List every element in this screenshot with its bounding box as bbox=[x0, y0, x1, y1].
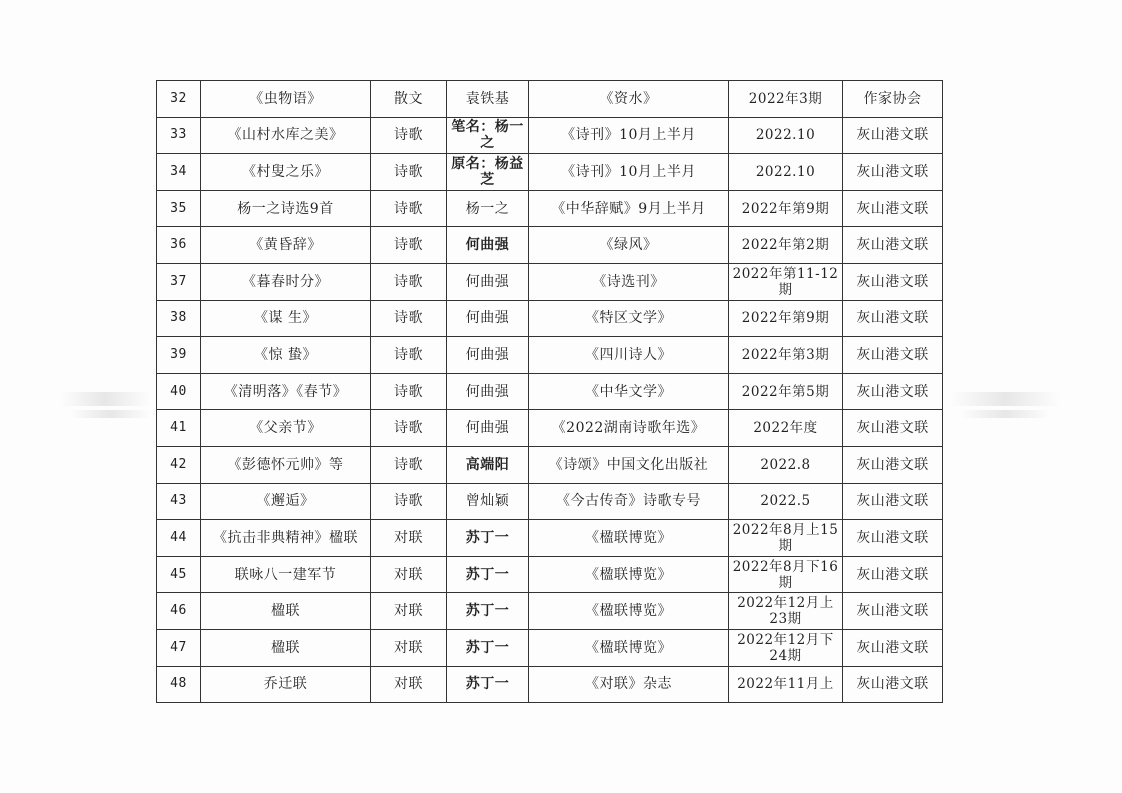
publication-cell: 《楹联博览》 bbox=[529, 629, 729, 666]
work-title-cell: 《惊 蛰》 bbox=[201, 337, 371, 374]
organization-cell: 灰山港文联 bbox=[843, 337, 943, 374]
publish-date-cell: 2022年度 bbox=[729, 410, 843, 447]
organization-cell: 灰山港文联 bbox=[843, 263, 943, 300]
row-number-cell: 47 bbox=[157, 629, 201, 666]
work-title-cell: 《邂逅》 bbox=[201, 483, 371, 520]
row-number-cell: 32 bbox=[157, 81, 201, 118]
work-title-cell: 《谋 生》 bbox=[201, 300, 371, 337]
row-number-cell: 46 bbox=[157, 593, 201, 630]
row-number-cell: 35 bbox=[157, 190, 201, 227]
table-row bbox=[157, 300, 943, 337]
row-number-cell: 34 bbox=[157, 154, 201, 191]
author-cell: 何曲强 bbox=[447, 410, 529, 447]
work-title-cell: 《村叟之乐》 bbox=[201, 154, 371, 191]
table-row bbox=[157, 154, 943, 191]
publication-cell: 《中华文学》 bbox=[529, 373, 729, 410]
work-title-cell: 《暮春时分》 bbox=[201, 263, 371, 300]
genre-cell: 对联 bbox=[371, 666, 447, 703]
genre-cell: 对联 bbox=[371, 556, 447, 593]
publish-date-cell: 2022.5 bbox=[729, 483, 843, 520]
table-row bbox=[157, 373, 943, 410]
table-row bbox=[157, 593, 943, 630]
genre-cell: 诗歌 bbox=[371, 483, 447, 520]
genre-cell: 对联 bbox=[371, 520, 447, 557]
genre-cell: 诗歌 bbox=[371, 227, 447, 264]
row-number-cell: 33 bbox=[157, 117, 201, 154]
publish-date-cell: 2022年12月上23期 bbox=[729, 593, 843, 630]
genre-cell: 诗歌 bbox=[371, 117, 447, 154]
genre-cell: 诗歌 bbox=[371, 154, 447, 191]
genre-cell: 诗歌 bbox=[371, 300, 447, 337]
work-title-cell: 《虫物语》 bbox=[201, 81, 371, 118]
organization-cell: 灰山港文联 bbox=[843, 446, 943, 483]
author-cell: 杨一之 bbox=[447, 190, 529, 227]
publication-cell: 《楹联博览》 bbox=[529, 556, 729, 593]
scan-artifact-right bbox=[950, 392, 1060, 406]
work-title-cell: 《彭德怀元帅》等 bbox=[201, 446, 371, 483]
author-cell: 何曲强 bbox=[447, 300, 529, 337]
row-number-cell: 42 bbox=[157, 446, 201, 483]
work-title-cell: 《父亲节》 bbox=[201, 410, 371, 447]
author-cell: 苏丁一 bbox=[447, 556, 529, 593]
row-number-cell: 36 bbox=[157, 227, 201, 264]
author-cell: 苏丁一 bbox=[447, 629, 529, 666]
publish-date-cell: 2022年第11-12期 bbox=[729, 263, 843, 300]
publication-cell: 《楹联博览》 bbox=[529, 593, 729, 630]
publication-cell: 《绿风》 bbox=[529, 227, 729, 264]
organization-cell: 灰山港文联 bbox=[843, 190, 943, 227]
author-cell: 何曲强 bbox=[447, 263, 529, 300]
publish-date-cell: 2022年第2期 bbox=[729, 227, 843, 264]
publication-cell: 《诗选刊》 bbox=[529, 263, 729, 300]
table-row bbox=[157, 410, 943, 447]
work-title-cell: 联咏八一建军节 bbox=[201, 556, 371, 593]
table-row bbox=[157, 556, 943, 593]
work-title-cell: 《黄昏辞》 bbox=[201, 227, 371, 264]
publish-date-cell: 2022.8 bbox=[729, 446, 843, 483]
scan-artifact-left bbox=[60, 392, 150, 406]
organization-cell: 灰山港文联 bbox=[843, 373, 943, 410]
publish-date-cell: 2022年第5期 bbox=[729, 373, 843, 410]
publish-date-cell: 2022年3期 bbox=[729, 81, 843, 118]
author-cell: 原名：杨益芝 bbox=[447, 154, 529, 191]
publication-cell: 《特区文学》 bbox=[529, 300, 729, 337]
genre-cell: 诗歌 bbox=[371, 190, 447, 227]
organization-cell: 灰山港文联 bbox=[843, 154, 943, 191]
author-cell: 苏丁一 bbox=[447, 593, 529, 630]
table-row bbox=[157, 190, 943, 227]
work-title-cell: 《抗击非典精神》楹联 bbox=[201, 520, 371, 557]
works-table bbox=[156, 80, 943, 703]
publish-date-cell: 2022年8月下16期 bbox=[729, 556, 843, 593]
publication-cell: 《中华辞赋》9月上半月 bbox=[529, 190, 729, 227]
author-cell: 苏丁一 bbox=[447, 666, 529, 703]
table-row bbox=[157, 263, 943, 300]
publication-cell: 《诗颂》中国文化出版社 bbox=[529, 446, 729, 483]
row-number-cell: 39 bbox=[157, 337, 201, 374]
organization-cell: 灰山港文联 bbox=[843, 520, 943, 557]
row-number-cell: 44 bbox=[157, 520, 201, 557]
work-title-cell: 楹联 bbox=[201, 593, 371, 630]
publication-cell: 《资水》 bbox=[529, 81, 729, 118]
publish-date-cell: 2022.10 bbox=[729, 154, 843, 191]
scan-artifact-right-2 bbox=[960, 410, 1050, 418]
table-row bbox=[157, 117, 943, 154]
publish-date-cell: 2022年12月下24期 bbox=[729, 629, 843, 666]
genre-cell: 对联 bbox=[371, 593, 447, 630]
organization-cell: 灰山港文联 bbox=[843, 410, 943, 447]
organization-cell: 灰山港文联 bbox=[843, 593, 943, 630]
author-cell: 袁铁基 bbox=[447, 81, 529, 118]
work-title-cell: 乔迁联 bbox=[201, 666, 371, 703]
genre-cell: 对联 bbox=[371, 629, 447, 666]
table-row bbox=[157, 337, 943, 374]
publication-cell: 《诗刊》10月上半月 bbox=[529, 117, 729, 154]
genre-cell: 散文 bbox=[371, 81, 447, 118]
table-row bbox=[157, 483, 943, 520]
organization-cell: 灰山港文联 bbox=[843, 227, 943, 264]
author-cell: 笔名：杨一之 bbox=[447, 117, 529, 154]
publication-cell: 《楹联博览》 bbox=[529, 520, 729, 557]
organization-cell: 作家协会 bbox=[843, 81, 943, 118]
publication-cell: 《诗刊》10月上半月 bbox=[529, 154, 729, 191]
genre-cell: 诗歌 bbox=[371, 373, 447, 410]
table-row bbox=[157, 629, 943, 666]
organization-cell: 灰山港文联 bbox=[843, 666, 943, 703]
work-title-cell: 《山村水库之美》 bbox=[201, 117, 371, 154]
publish-date-cell: 2022年第3期 bbox=[729, 337, 843, 374]
row-number-cell: 37 bbox=[157, 263, 201, 300]
organization-cell: 灰山港文联 bbox=[843, 629, 943, 666]
table-row bbox=[157, 666, 943, 703]
publish-date-cell: 2022年11月上 bbox=[729, 666, 843, 703]
genre-cell: 诗歌 bbox=[371, 410, 447, 447]
organization-cell: 灰山港文联 bbox=[843, 556, 943, 593]
organization-cell: 灰山港文联 bbox=[843, 483, 943, 520]
scan-artifact-left-2 bbox=[70, 410, 150, 418]
publish-date-cell: 2022.10 bbox=[729, 117, 843, 154]
publish-date-cell: 2022年第9期 bbox=[729, 190, 843, 227]
publish-date-cell: 2022年8月上15期 bbox=[729, 520, 843, 557]
publication-cell: 《四川诗人》 bbox=[529, 337, 729, 374]
author-cell: 曾灿颖 bbox=[447, 483, 529, 520]
work-title-cell: 《清明落》《春节》 bbox=[201, 373, 371, 410]
work-title-cell: 楹联 bbox=[201, 629, 371, 666]
works-table-body bbox=[157, 81, 943, 703]
publication-cell: 《对联》杂志 bbox=[529, 666, 729, 703]
row-number-cell: 45 bbox=[157, 556, 201, 593]
organization-cell: 灰山港文联 bbox=[843, 117, 943, 154]
publish-date-cell: 2022年第9期 bbox=[729, 300, 843, 337]
genre-cell: 诗歌 bbox=[371, 263, 447, 300]
work-title-cell: 杨一之诗选9首 bbox=[201, 190, 371, 227]
author-cell: 何曲强 bbox=[447, 337, 529, 374]
row-number-cell: 38 bbox=[157, 300, 201, 337]
row-number-cell: 40 bbox=[157, 373, 201, 410]
row-number-cell: 41 bbox=[157, 410, 201, 447]
publication-cell: 《2022湖南诗歌年选》 bbox=[529, 410, 729, 447]
row-number-cell: 48 bbox=[157, 666, 201, 703]
table-row bbox=[157, 520, 943, 557]
genre-cell: 诗歌 bbox=[371, 446, 447, 483]
genre-cell: 诗歌 bbox=[371, 337, 447, 374]
table-row bbox=[157, 446, 943, 483]
author-cell: 苏丁一 bbox=[447, 520, 529, 557]
publication-cell: 《今古传奇》诗歌专号 bbox=[529, 483, 729, 520]
table-row bbox=[157, 81, 943, 118]
table-row bbox=[157, 227, 943, 264]
organization-cell: 灰山港文联 bbox=[843, 300, 943, 337]
author-cell: 高端阳 bbox=[447, 446, 529, 483]
author-cell: 何曲强 bbox=[447, 227, 529, 264]
row-number-cell: 43 bbox=[157, 483, 201, 520]
author-cell: 何曲强 bbox=[447, 373, 529, 410]
